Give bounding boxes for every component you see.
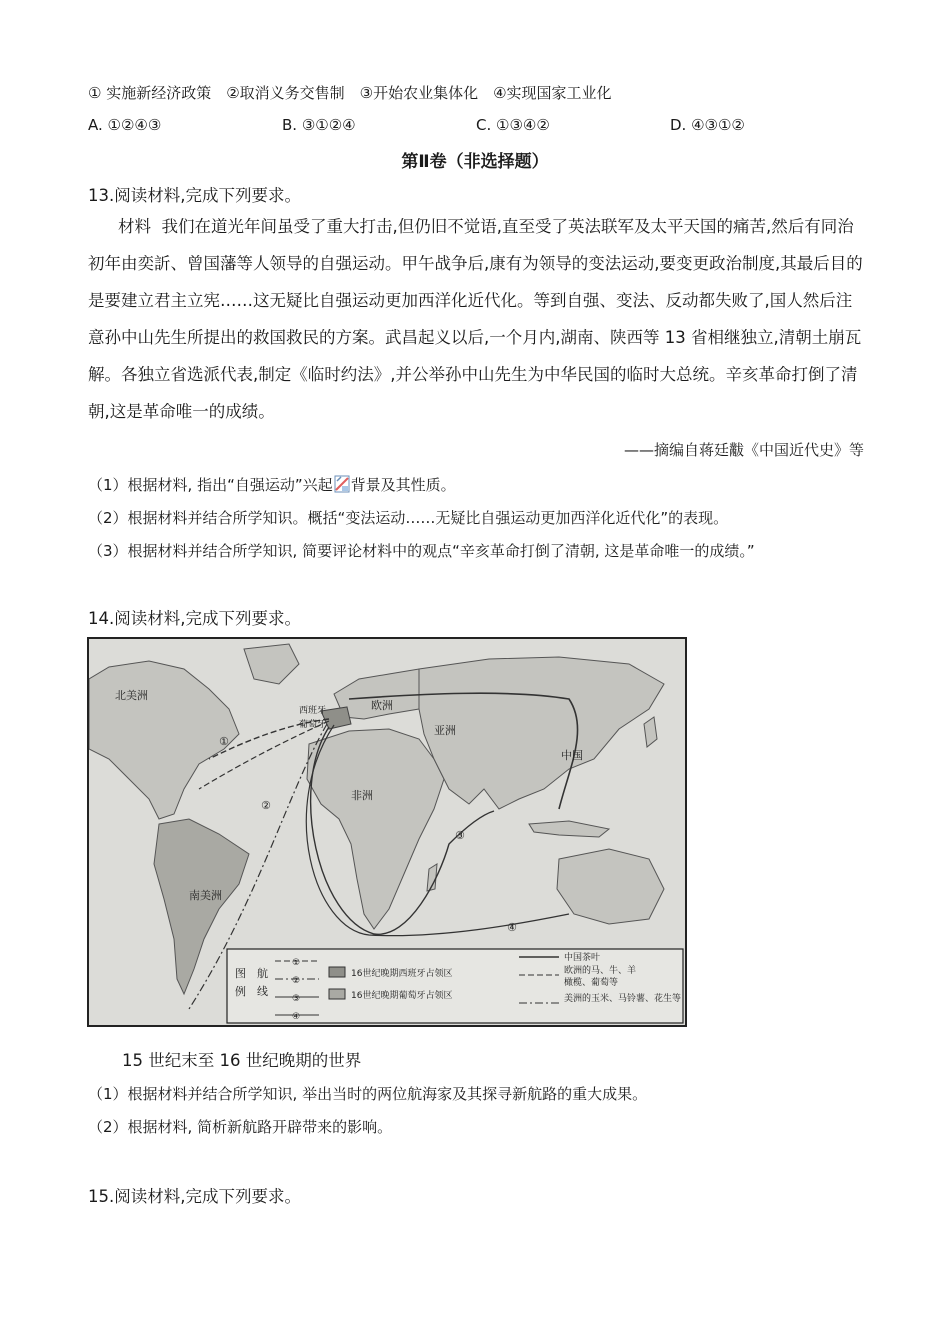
map-label-asia: 亚洲: [434, 724, 456, 737]
legend-route-2: ②: [292, 976, 301, 986]
legend-route-3: ③: [292, 994, 301, 1004]
q13-header: 13.阅读材料,完成下列要求。: [88, 186, 301, 205]
map-label-europe: 欧洲: [371, 699, 393, 712]
q12-option-c: C. ①③④②: [476, 116, 550, 134]
q12-option-a: A. ①②④③: [88, 116, 162, 134]
legend-trade-3: 橄榄、葡萄等: [564, 978, 619, 988]
map-label-south-america: 南美洲: [189, 889, 222, 902]
map-label-portugal: 葡萄牙: [299, 720, 327, 730]
legend-title-a: 图: [235, 967, 246, 980]
material-text: 我们在道光年间虽受了重大打击,但仍旧不觉语,直至受了英法联军及太平天国的痛苦,然后有同治初年由奕訢、曾国藩等人领导的自强运动。甲午战争后,康有为领导的变法运动,要变更政治制度,其最后目的是要建立君主立宪……这无疑比自强运动更加西洋化近代化。等到自强、变法、反动都失败了,国人然后注意孙中山先生所提出的救国救民的方案。武昌起义以后,一个月内,湖南、陕西等 13 省相继独立,清朝土崩瓦解。各独立省选派代表,制定《临时约法》,并公举孙中山先生为中华民国的临时大总统。辛亥革命打倒了清朝,这是革命唯一的成绩。: [88, 217, 863, 421]
map-label-china: 中国: [561, 749, 583, 762]
map-caption: 15 世纪末至 16 世纪晚期的世界: [122, 1051, 362, 1070]
q13-question-3: （3）根据材料并结合所学知识, 简要评论材料中的观点“辛亥革命打倒了清朝, 这是革命唯一的成绩。”: [88, 542, 755, 560]
q14-question-2: （2）根据材料, 简析新航路开辟带来的影响。: [88, 1118, 393, 1136]
legend-spain-area: 16世纪晚期西班牙占领区: [351, 969, 453, 979]
map-label-route-2: ②: [261, 799, 271, 812]
q13-source: ——摘编自蒋廷黻《中国近代史》等: [623, 441, 864, 459]
q13-q1-part-b: 背景及其性质。: [350, 476, 456, 494]
broken-image-icon: [334, 475, 350, 493]
q13-question-2: （2）根据材料并结合所学知识。概括“变法运动……无疑比自强运动更加西洋化近代化”的表现。: [88, 509, 729, 527]
world-map-figure: [87, 637, 687, 1027]
map-label-route-3: ③: [455, 829, 465, 842]
q15-header: 15.阅读材料,完成下列要求。: [88, 1187, 301, 1206]
map-label-route-4: ④: [507, 921, 517, 934]
australia-landmass: [557, 849, 664, 924]
map-label-spain: 西班牙: [299, 706, 327, 716]
map-label-north-america: 北美洲: [115, 689, 148, 702]
q12-items: ① 实施新经济政策 ②取消义务交售制 ③开始农业集体化 ④实现国家工业化: [88, 84, 612, 102]
legend-trade-2: 欧洲的马、牛、羊: [564, 966, 637, 976]
legend-route-label-b: 线: [257, 985, 268, 998]
legend-route-4: ④: [292, 1012, 301, 1022]
map-legend: [227, 949, 683, 1023]
legend-trade-4: 美洲的玉米、马铃薯、花生等: [564, 994, 682, 1004]
legend-title-b: 例: [235, 985, 246, 998]
legend-route-1: ①: [292, 958, 301, 968]
q13-q1-part-a: （1）根据材料, 指出“自强运动”兴起: [88, 476, 333, 494]
section-title: 第Ⅱ卷（非选择题）: [401, 152, 549, 172]
q12-option-d: D. ④③①②: [670, 116, 745, 134]
map-label-route-1: ①: [219, 735, 229, 748]
q13-question-1: [88, 474, 456, 495]
q14-header: 14.阅读材料,完成下列要求。: [88, 609, 301, 628]
q13-material: [88, 208, 868, 430]
material-label: 材料: [118, 217, 151, 236]
q14-question-1: （1）根据材料并结合所学知识, 举出当时的两位航海家及其探寻新航路的重大成果。: [88, 1085, 648, 1103]
legend-trade-1: 中国茶叶: [564, 953, 601, 963]
map-label-africa: 非洲: [351, 789, 373, 802]
q12-option-b: B. ③①②④: [282, 116, 356, 134]
legend-portugal-area: 16世纪晚期葡萄牙占领区: [351, 991, 453, 1001]
legend-route-label-a: 航: [257, 967, 268, 980]
